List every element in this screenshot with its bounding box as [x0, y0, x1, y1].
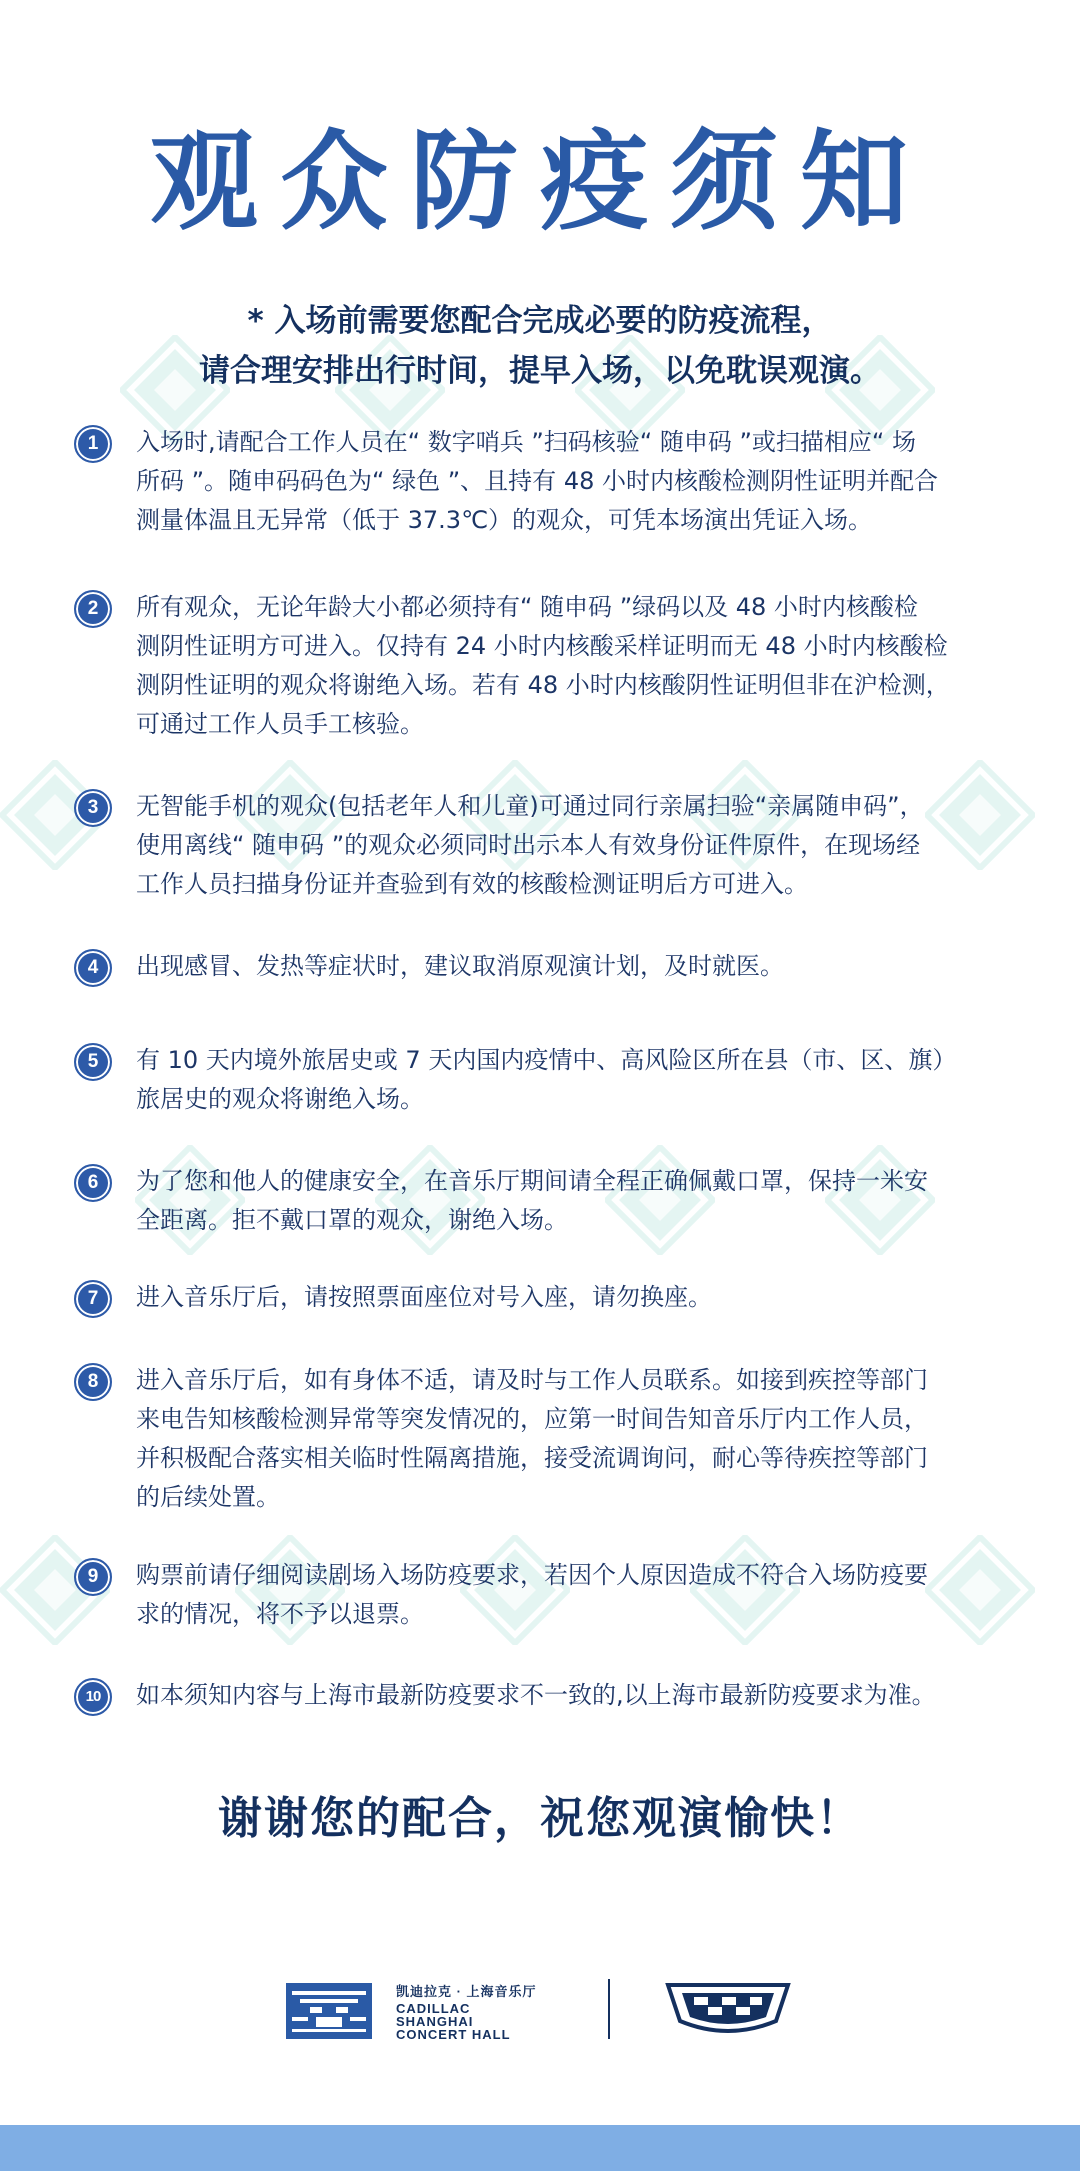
item-text	[136, 1676, 1016, 1715]
hall-name-en-2: SHANGHAI	[396, 2014, 474, 2029]
item-line: 来电告知核酸检测异常等突发情况的，应第一时间告知音乐厅内工作人员，	[136, 1405, 928, 1433]
item-text	[136, 787, 1016, 904]
item-text	[136, 947, 1016, 986]
item-line: 为了您和他人的健康安全，在音乐厅期间请全程正确佩戴口罩，保持一米安	[136, 1167, 928, 1195]
number-badge: 1	[74, 425, 112, 463]
item-text	[136, 1556, 1016, 1634]
item-text	[136, 588, 1016, 744]
item-line: 可通过工作人员手工核验。	[136, 710, 424, 738]
number-badge: 5	[74, 1043, 112, 1081]
item-line: 求的情况，将不予以退票。	[136, 1600, 424, 1628]
number-badge: 6	[74, 1164, 112, 1202]
item-line: 测量体温且无异常（低于 37.3℃）的观众，可凭本场演出凭证入场。	[136, 506, 873, 534]
item-line: 进入音乐厅后，如有身体不适，请及时与工作人员联系。如接到疾控等部门	[136, 1366, 928, 1394]
item-line: 无智能手机的观众(包括老年人和儿童)可通过同行亲属扫验“亲属随申码”，	[136, 792, 924, 820]
item-line: 所码 ”。随申码码色为“ 绿色 ”、且持有 48 小时内核酸检测阴性证明并配合	[136, 467, 938, 495]
thanks-message: 谢谢您的配合，祝您观演愉快！	[218, 1793, 862, 1844]
item-line: 测阴性证明的观众将谢绝入场。若有 48 小时内核酸阴性证明但非在沪检测，	[136, 671, 950, 699]
item-line: 使用离线“ 随申码 ”的观众必须同时出示本人有效身份证件原件，在现场经	[136, 831, 921, 859]
number-badge: 9	[74, 1558, 112, 1596]
item-text	[136, 1278, 1016, 1317]
intro-line-1: * 入场前需要您配合完成必要的防疫流程，	[247, 303, 833, 339]
item-line: 全距离。拒不戴口罩的观众，谢绝入场。	[136, 1206, 568, 1234]
item-line: 有 10 天内境外旅居史或 7 天内国内疫情中、高风险区所在县（市、区、旗）	[136, 1046, 957, 1074]
number-badge: 8	[74, 1363, 112, 1401]
item-line: 购票前请仔细阅读剧场入场防疫要求，若因个人原因造成不符合入场防疫要	[136, 1561, 928, 1589]
item-text	[136, 1041, 1016, 1119]
concert-hall-logo-icon	[286, 1983, 372, 2039]
hall-name-cn: 凯迪拉克 · 上海音乐厅	[396, 1984, 537, 1999]
number-badge: 4	[74, 949, 112, 987]
item-text	[136, 1162, 1016, 1240]
number-badge: 3	[74, 789, 112, 827]
item-line: 出现感冒、发热等症状时，建议取消原观演计划，及时就医。	[136, 952, 784, 980]
logo-divider	[608, 1979, 610, 2039]
item-line: 入场时,请配合工作人员在“ 数字哨兵 ”扫码核验“ 随申码 ”或扫描相应“ 场	[136, 428, 916, 456]
item-line: 的后续处置。	[136, 1483, 280, 1511]
cadillac-crest-icon	[664, 1981, 792, 2037]
number-badge: 10	[74, 1678, 112, 1716]
page-title: 观众防疫须知	[149, 120, 930, 245]
number-badge: 2	[74, 590, 112, 628]
item-line: 进入音乐厅后，请按照票面座位对号入座，请勿换座。	[136, 1283, 712, 1311]
intro-text	[0, 296, 1080, 396]
number-badge: 7	[74, 1280, 112, 1318]
item-line: 并积极配合落实相关临时性隔离措施，接受流调询问，耐心等待疾控等部门	[136, 1444, 928, 1472]
item-line: 如本须知内容与上海市最新防疫要求不一致的,以上海市最新防疫要求为准。	[136, 1681, 936, 1709]
item-text	[136, 1361, 1016, 1517]
intro-line-2: 请合理安排出行时间，提早入场，以免耽误观演。	[199, 353, 881, 389]
item-text	[136, 423, 1016, 540]
footer-bar	[0, 2125, 1080, 2171]
item-line: 测阴性证明方可进入。仅持有 24 小时内核酸采样证明而无 48 小时内核酸检	[136, 632, 948, 660]
footer-logos	[0, 1975, 1080, 2045]
concert-hall-name	[396, 1981, 537, 2041]
hall-name-en-1: CADILLAC	[396, 2001, 471, 2016]
hall-name-en-3: CONCERT HALL	[396, 2027, 511, 2042]
item-line: 工作人员扫描身份证并查验到有效的核酸检测证明后方可进入。	[136, 870, 808, 898]
item-line: 旅居史的观众将谢绝入场。	[136, 1085, 424, 1113]
item-line: 所有观众，无论年龄大小都必须持有“ 随申码 ”绿码以及 48 小时内核酸检	[136, 593, 918, 621]
